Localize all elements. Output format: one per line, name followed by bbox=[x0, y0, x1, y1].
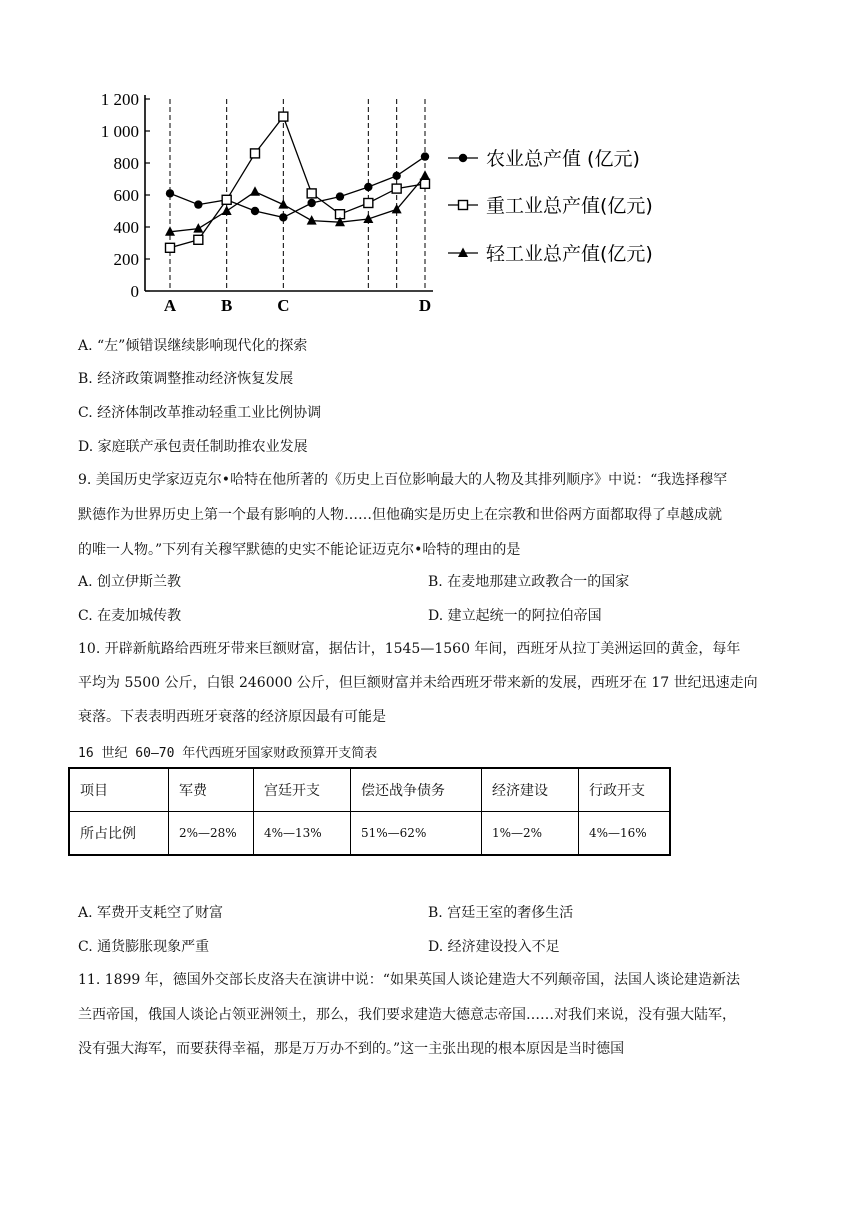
legend-label: 轻工业总产值(亿元) bbox=[486, 243, 653, 265]
y-tick-label: 800 bbox=[113, 154, 139, 173]
data-point-circle bbox=[392, 172, 400, 180]
data-point-square bbox=[166, 243, 175, 252]
line-chart bbox=[80, 85, 680, 320]
table-header-cell: 经济建设 bbox=[482, 768, 579, 812]
legend-label: 农业总产值 (亿元) bbox=[486, 148, 640, 170]
y-tick-label: 600 bbox=[113, 186, 139, 205]
table-cell: 1%—2% bbox=[482, 812, 579, 856]
q11-stem-line-1: 11. 1899 年，德国外交部长皮洛夫在演讲中说：“如果英国人谈论建造大不列颠帝国，法国人谈论建造新法 bbox=[78, 972, 740, 988]
data-point-square bbox=[307, 189, 316, 198]
table-cell: 51%—62% bbox=[351, 812, 482, 856]
data-point-square bbox=[194, 235, 203, 244]
q8-option-b: B. 经济政策调整推动经济恢复发展 bbox=[78, 371, 294, 387]
q10-stem-line-3: 衰落。下表表明西班牙衰落的经济原因最有可能是 bbox=[78, 709, 386, 725]
data-point-square bbox=[251, 149, 260, 158]
data-point-triangle bbox=[222, 206, 232, 216]
data-point-triangle bbox=[193, 223, 203, 233]
y-tick-label: 1 000 bbox=[100, 122, 139, 141]
table-row bbox=[69, 812, 670, 856]
data-point-square bbox=[279, 112, 288, 121]
table-header-row bbox=[69, 768, 670, 812]
q8-option-d: D. 家庭联产承包责任制助推农业发展 bbox=[78, 439, 308, 455]
data-point-circle bbox=[251, 207, 259, 215]
data-point-square bbox=[392, 184, 401, 193]
q8-option-c: C. 经济体制改革推动轻重工业比例协调 bbox=[78, 405, 322, 421]
y-tick-label: 0 bbox=[130, 282, 139, 301]
legend-marker-square bbox=[459, 201, 468, 210]
table-header-cell: 宫廷开支 bbox=[254, 768, 351, 812]
q9-stem-line-1: 9. 美国历史学家迈克尔•哈特在他所著的《历史上百位影响最大的人物及其排列顺序》中说：“我选择穆罕 bbox=[78, 472, 728, 488]
q10-stem-line-1: 10. 开辟新航路给西班牙带来巨额财富，据估计，1545—1560 年间，西班牙从拉丁美洲运回的黄金，每年 bbox=[78, 641, 741, 657]
table-cell: 4%—13% bbox=[254, 812, 351, 856]
data-point-triangle bbox=[278, 199, 288, 209]
table-cell: 4%—16% bbox=[579, 812, 671, 856]
data-point-square bbox=[364, 199, 373, 208]
data-point-triangle bbox=[250, 186, 260, 196]
q8-option-a: A. “左”倾错误继续影响现代化的探索 bbox=[78, 338, 308, 354]
q11-stem-line-3: 没有强大海军，而要获得幸福，那是万万办不到的。”这一主张出现的根本原因是当时德国 bbox=[78, 1041, 625, 1057]
data-point-square bbox=[421, 179, 430, 188]
y-tick-label: 200 bbox=[113, 250, 139, 269]
series-line-square bbox=[170, 117, 425, 248]
q10-option-b: B. 宫廷王室的奢侈生活 bbox=[428, 905, 574, 921]
legend-marker-triangle bbox=[458, 248, 468, 258]
y-tick-label: 1 200 bbox=[100, 90, 139, 109]
y-tick-label: 400 bbox=[113, 218, 139, 237]
table-caption: 16 世纪 60—70 年代西班牙国家财政预算开支简表 bbox=[78, 746, 378, 761]
series-line-triangle bbox=[170, 176, 425, 232]
data-point-square bbox=[222, 195, 231, 204]
x-tick-label: D bbox=[418, 296, 432, 315]
table-header-cell: 行政开支 bbox=[579, 768, 671, 812]
q9-option-a: A. 创立伊斯兰教 bbox=[78, 574, 182, 590]
q10-option-a: A. 军费开支耗空了财富 bbox=[78, 905, 224, 921]
q9-stem-line-3: 的唯一人物。”下列有关穆罕默德的史实不能论证迈克尔•哈特的理由的是 bbox=[78, 542, 521, 558]
table-cell: 所占比例 bbox=[69, 812, 169, 856]
series-line-circle bbox=[170, 157, 425, 218]
q9-option-d: D. 建立起统一的阿拉伯帝国 bbox=[428, 608, 602, 624]
table-header-cell: 项目 bbox=[69, 768, 169, 812]
q10-option-c: C. 通货膨胀现象严重 bbox=[78, 939, 210, 955]
q9-option-b: B. 在麦地那建立政教合一的国家 bbox=[428, 574, 630, 590]
x-tick-label: C bbox=[277, 296, 290, 315]
table-cell: 2%—28% bbox=[169, 812, 254, 856]
data-point-circle bbox=[194, 200, 202, 208]
data-point-circle bbox=[336, 192, 344, 200]
budget-table bbox=[68, 767, 671, 856]
data-point-triangle bbox=[307, 215, 317, 225]
table-header-cell: 军费 bbox=[169, 768, 254, 812]
legend-label: 重工业总产值(亿元) bbox=[486, 195, 653, 217]
data-point-circle bbox=[421, 152, 429, 160]
table-header-cell: 偿还战争债务 bbox=[351, 768, 482, 812]
data-point-circle bbox=[364, 183, 372, 191]
data-point-circle bbox=[279, 213, 287, 221]
data-point-circle bbox=[307, 199, 315, 207]
q9-option-c: C. 在麦加城传教 bbox=[78, 608, 182, 624]
chart-svg bbox=[80, 85, 680, 320]
q9-stem-line-2: 默德作为世界历史上第一个最有影响的人物……但他确实是历史上在宗教和世俗两方面都取得了卓越成就 bbox=[78, 507, 722, 523]
x-tick-label: A bbox=[163, 296, 177, 315]
data-point-triangle bbox=[420, 170, 430, 180]
x-tick-label: B bbox=[220, 296, 233, 315]
legend-marker-circle bbox=[459, 154, 467, 162]
q10-stem-line-2: 平均为 5500 公斤，白银 246000 公斤，但巨额财富并未给西班牙带来新的发展，西班牙在 17 世纪迅速走向 bbox=[78, 675, 758, 691]
q11-stem-line-2: 兰西帝国，俄国人谈论占领亚洲领土，那么，我们要求建造大德意志帝国……对我们来说，没有强大陆军， bbox=[78, 1007, 736, 1023]
q10-option-d: D. 经济建设投入不足 bbox=[428, 939, 560, 955]
data-point-circle bbox=[166, 189, 174, 197]
